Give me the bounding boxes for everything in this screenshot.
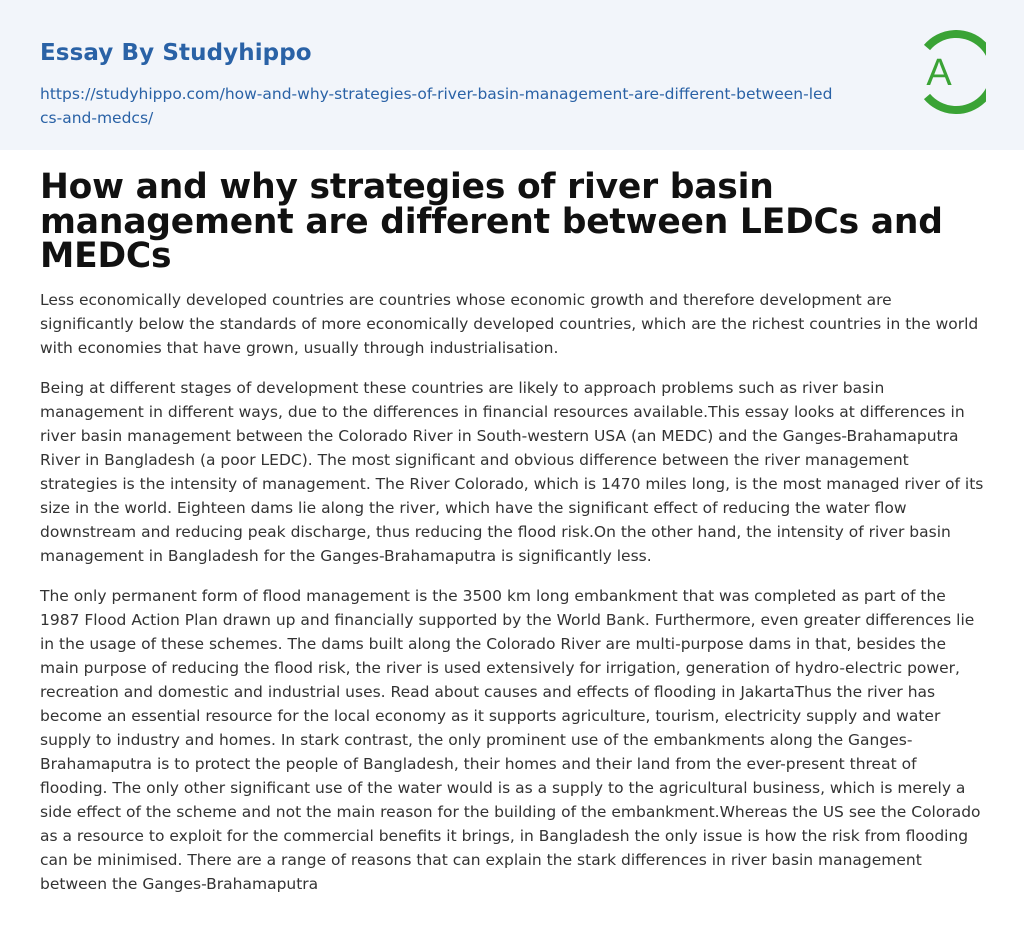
- studyhippo-logo-icon[interactable]: [906, 30, 986, 114]
- essay-paragraph-2: Being at different stages of development these countries are likely to approach problems such as river basin management in different ways, due to the differences in financial resources available.This essay looks at differences in river basin management between the Colorado River in South-western USA (an MEDC) and the Ganges-Brahamaputra River in Bangladesh (a poor LEDC). The most significant and obvious difference between the river management strategies is the intensity of management. The River Colorado, which is 1470 miles long, is the most managed river of its size in the world. Eighteen dams lie along the river, which have the significant effect of reducing the water flow downstream and reducing peak discharge, thus reducing the flood risk.On the other hand, the intensity of river basin management in Bangladesh for the Ganges-Brahamaputra is significantly less.: [40, 378, 984, 565]
- essay-title: How and why strategies of river basin management are different between LEDCs and MEDCs: [40, 167, 943, 276]
- site-header: [0, 0, 1024, 150]
- essay-paragraph-3: The only permanent form of flood management is the 3500 km long embankment that was completed as part of the 1987 Flood Action Plan drawn up and financially supported by the World Bank. Furthermore, even greater differences lie in the usage of these schemes. The dams built along the Colorado River are multi-purpose dams in that, besides the main purpose of reducing the flood risk, the river is used extensively for irrigation, generation of hydro-electric power, recreation and domestic and industrial uses. Read about causes and effects of flooding in JakartaThus the river has become an essential resource for the local economy as it supports agriculture, tourism, electricity supply and water supply to industry and homes. In stark contrast, the only prominent use of the embankments along the Ganges-Brahamaputra is to protect the people of Bangladesh, their homes and their land from the ever-present threat of flooding. The only other significant use of the water would is as a supply to the agricultural business, which is merely a side effect of the scheme and not the main reason for the building of the embankment.Whereas the US see the Colorado as a resource to exploit for the commercial benefits it brings, in Bangladesh the only issue is how the risk from flooding can be minimised. There are a range of reasons that can explain the stark differences in river basin management between the Ganges-Brahamaputra: [40, 586, 981, 893]
- logo-letter: A: [926, 52, 952, 94]
- essay-paragraph-1: Less economically developed countries are countries whose economic growth and therefore development are significantly below the standards of more economically developed countries, which are the richest countries in the world with economies that have grown, usually through industrialisation.: [40, 290, 979, 357]
- essay-content: [40, 167, 985, 912]
- brand-title[interactable]: Essay By Studyhippo: [40, 40, 312, 66]
- source-url-link[interactable]: https://studyhippo.com/how-and-why-strategies-of-river-basin-management-are-different-between-ledcs-and-medcs/: [40, 85, 833, 127]
